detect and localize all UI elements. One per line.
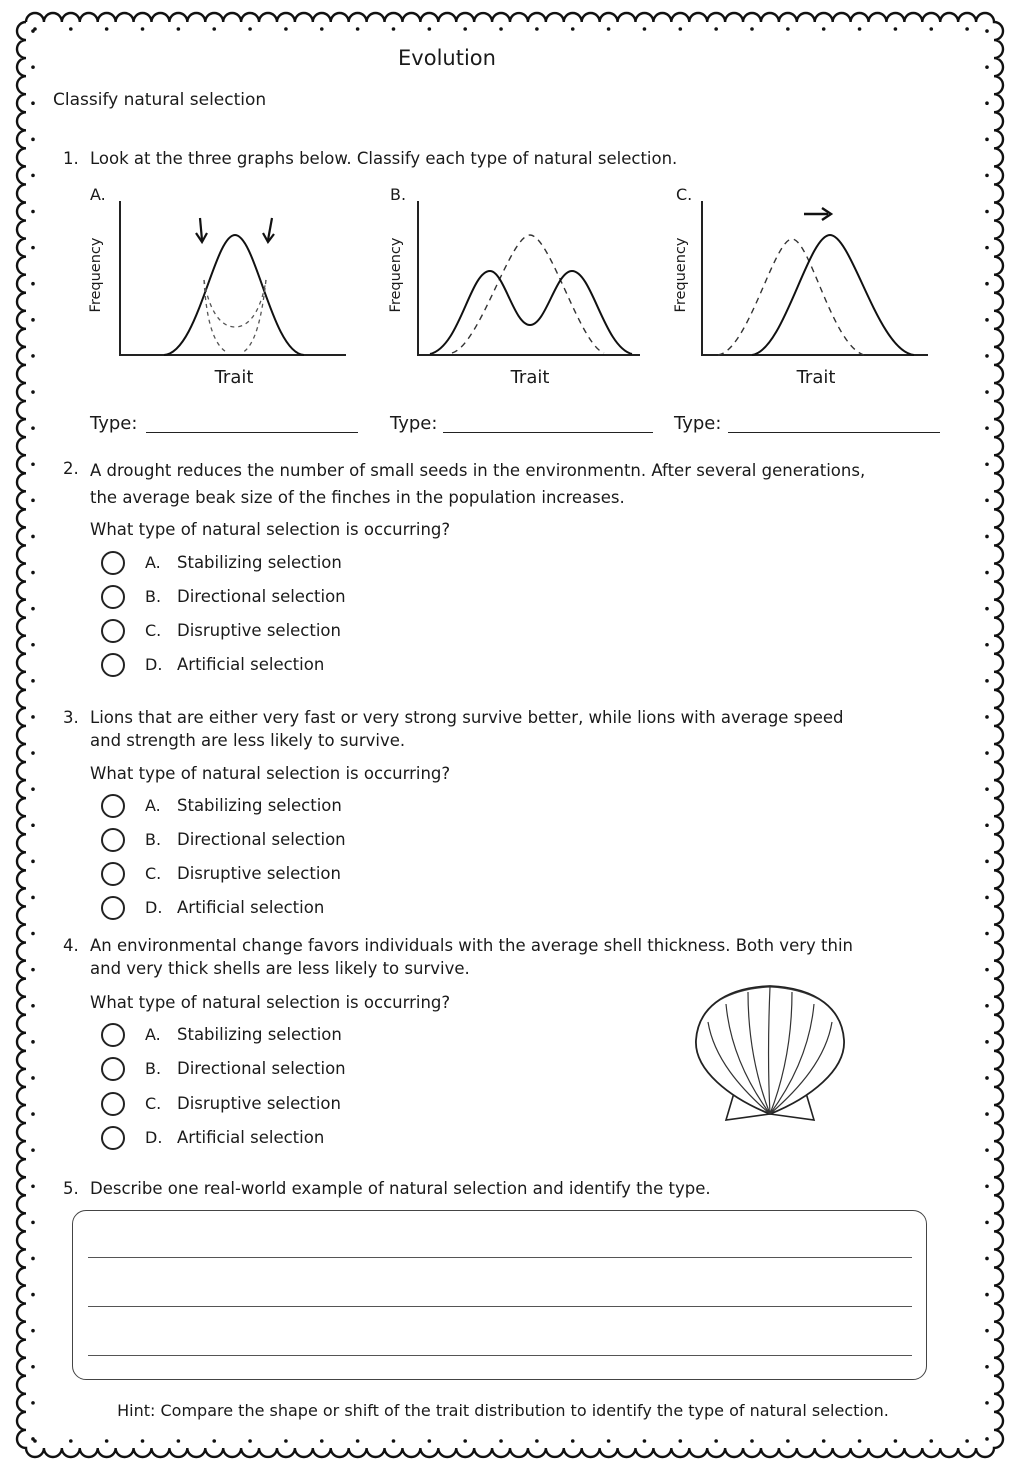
q3-option-b[interactable] [101, 828, 401, 854]
answer-line[interactable] [88, 1355, 912, 1356]
radio-button[interactable] [101, 1023, 125, 1047]
radio-button[interactable] [101, 551, 125, 575]
graph-c-xlabel: Trait [796, 367, 836, 388]
answer-line[interactable] [88, 1306, 912, 1307]
option-text: Stabilizing selection [177, 796, 342, 815]
question-4-prompt: What type of natural selection is occurring? [90, 993, 451, 1012]
question-text: A drought reduces the number of small seeds in the environmentn. After several generations, the average beak size of the finches in the population increases. [90, 461, 866, 507]
q4-option-a[interactable] [101, 1023, 401, 1049]
question-2-prompt: What type of natural selection is occurring? [90, 520, 451, 539]
q3-option-c[interactable] [101, 862, 401, 888]
question-3-prompt: What type of natural selection is occurring? [90, 764, 451, 783]
graph-a-xlabel: Trait [214, 367, 254, 388]
radio-button[interactable] [101, 585, 125, 609]
q4-option-d[interactable] [101, 1126, 401, 1152]
question-4 [0, 934, 1000, 984]
option-text: Artificial selection [177, 1128, 325, 1147]
option-text: Disruptive selection [177, 1094, 341, 1113]
question-2 [0, 457, 1000, 509]
radio-button[interactable] [101, 1126, 125, 1150]
question-number: 2. [63, 459, 79, 478]
graph-c-letter: C. [676, 185, 693, 204]
question-text: Lions that are either very fast or very strong survive better, while lions with average speed and strength are less likely to survive. [90, 708, 844, 750]
q2-option-c[interactable] [101, 619, 401, 645]
option-letter: A. [145, 796, 161, 815]
graph-c-type-answer-line[interactable] [728, 432, 940, 433]
question-number: 4. [63, 936, 79, 955]
question-number: 1. [63, 149, 79, 168]
graph-c-ylabel: Frequency [673, 237, 689, 313]
option-letter: B. [145, 587, 162, 606]
radio-button[interactable] [101, 828, 125, 852]
page-subtitle: Classify natural selection [53, 90, 267, 110]
q4-option-c[interactable] [101, 1092, 401, 1118]
q2-option-b[interactable] [101, 585, 401, 611]
radio-button[interactable] [101, 1057, 125, 1081]
scallop-shell-icon [690, 978, 850, 1128]
graph-a-type-label: Type: [90, 413, 138, 434]
option-text: Disruptive selection [177, 864, 341, 883]
option-text: Disruptive selection [177, 621, 341, 640]
option-letter: D. [145, 898, 163, 917]
option-text: Directional selection [177, 587, 346, 606]
radio-button[interactable] [101, 794, 125, 818]
graph-b-letter: B. [390, 185, 407, 204]
q2-option-a[interactable] [101, 551, 401, 577]
q2-option-d[interactable] [101, 653, 401, 679]
question-number: 3. [63, 708, 79, 727]
question-text: Look at the three graphs below. Classify each type of natural selection. [90, 149, 678, 168]
option-text: Artificial selection [177, 898, 325, 917]
option-letter: B. [145, 1059, 162, 1078]
radio-button[interactable] [101, 1092, 125, 1116]
option-text: Directional selection [177, 830, 346, 849]
option-letter: C. [145, 621, 162, 640]
option-letter: D. [145, 1128, 163, 1147]
option-text: Artificial selection [177, 655, 325, 674]
question-1 [0, 147, 1000, 173]
graph-c-directional-chart [692, 195, 937, 365]
option-letter: C. [145, 1094, 162, 1113]
option-letter: D. [145, 655, 163, 674]
option-letter: C. [145, 864, 162, 883]
question-5 [0, 1177, 1000, 1203]
option-letter: B. [145, 830, 162, 849]
graph-b-type-label: Type: [390, 413, 438, 434]
answer-line[interactable] [88, 1257, 912, 1258]
page-title: Evolution [398, 46, 496, 70]
graph-a-ylabel: Frequency [88, 237, 104, 313]
option-text: Directional selection [177, 1059, 346, 1078]
radio-button[interactable] [101, 862, 125, 886]
q3-option-a[interactable] [101, 794, 401, 820]
graph-a-type-answer-line[interactable] [146, 432, 358, 433]
q3-option-d[interactable] [101, 896, 401, 922]
question-text: An environmental change favors individuals with the average shell thickness. Both very thin and very thick shells are less likely to survive. [90, 936, 853, 978]
radio-button[interactable] [101, 896, 125, 920]
graph-b-disruptive-chart [408, 195, 648, 365]
graph-c-type-label: Type: [674, 413, 722, 434]
option-letter: A. [145, 1025, 161, 1044]
question-number: 5. [63, 1179, 79, 1198]
hint-text: Hint: Compare the shape or shift of the trait distribution to identify the type of natural selection. [117, 1401, 889, 1420]
graph-b-xlabel: Trait [510, 367, 550, 388]
graph-b-ylabel: Frequency [388, 237, 404, 313]
option-letter: A. [145, 553, 161, 572]
option-text: Stabilizing selection [177, 553, 342, 572]
graph-b-type-answer-line[interactable] [443, 432, 653, 433]
graph-a-letter: A. [90, 185, 106, 204]
question-3 [0, 706, 1000, 756]
radio-button[interactable] [101, 653, 125, 677]
q4-option-b[interactable] [101, 1057, 401, 1083]
option-text: Stabilizing selection [177, 1025, 342, 1044]
graph-a-stabilizing-chart [110, 195, 360, 365]
question-text: Describe one real-world example of natural selection and identify the type. [90, 1179, 711, 1198]
radio-button[interactable] [101, 619, 125, 643]
